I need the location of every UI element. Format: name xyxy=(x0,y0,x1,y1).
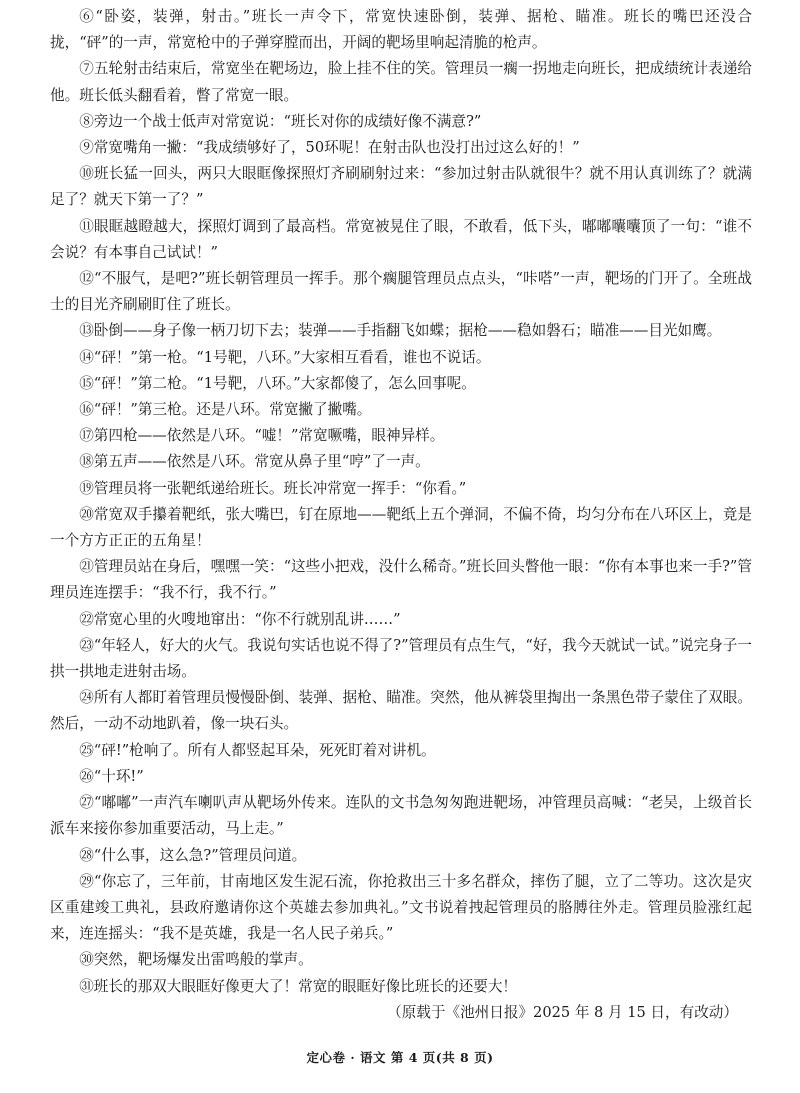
paragraph-29: ㉙“你忘了，三年前，甘南地区发生泥石流，你抢救出三十多名群众，摔伤了腿，立了二等功。这次是灾区重建竣工典礼，县政府邀请你这个英雄去参加典礼。”文书说着拽起管理员的胳膊往外走。管理员脸涨红起来，连连摇头：“我不是英雄，我是一名人民子弟兵。” xyxy=(50,872,752,943)
paragraph-14: ⑭“砰！”第一枪。“1号靶，八环。”大家相互看看，谁也不说话。 xyxy=(79,348,491,366)
paragraph-7: ⑦五轮射击结束后，常宽坐在靶场边，脸上挂不住的笑。管理员一瘸一拐地走向班长，把成绩统计表递给他。班长低头翻看着，瞥了常宽一眼。 xyxy=(50,60,752,104)
paragraph-28: ㉘“什么事，这么急?”管理员问道。 xyxy=(79,846,307,864)
paragraph-31: ㉛班长的那双大眼眶好像更大了！常宽的眼眶好像比班长的还要大！ xyxy=(79,977,518,995)
paragraph-16: ⑯“砰！”第三枪。还是八环。常宽撇了撇嘴。 xyxy=(79,401,372,419)
paragraph-10: ⑩班长猛一回头，两只大眼眶像探照灯齐刷刷射过来：“参加过射击队就很牛？就不用认真训练了？就满足了？就天下第一了？” xyxy=(50,165,752,209)
paragraph-21: ㉑管理员站在身后，嘿嘿一笑：“这些小把戏，没什么稀奇。”班长回头瞥他一眼：“你有本事也来一手?”管理员连连摆手：“我不行，我不行。” xyxy=(50,558,752,602)
source-note: （原载于《池州日报》2025 年 8 月 15 日，有改动） xyxy=(387,1003,738,1021)
paragraph-6: ⑥“卧姿，装弹，射击。”班长一声令下，常宽快速卧倒，装弹、据枪、瞄准。班长的嘴巴还没合拢，“砰”的一声，常宽枪中的子弹穿膛而出，开阔的靶场里响起清脆的枪声。 xyxy=(50,8,752,52)
paragraph-19: ⑲管理员将一张靶纸递给班长。班长冲常宽一挥手：“你看。” xyxy=(79,479,467,497)
paragraph-8: ⑧旁边一个战士低声对常宽说：“班长对你的成绩好像不满意?” xyxy=(79,112,482,130)
paragraph-27: ㉗“嘟嘟”一声汽车喇叭声从靶场外传来。连队的文书急匆匆跑进靶场，冲管理员高喊：“老吴，上级首长派车来接你参加重要活动，马上走。” xyxy=(50,794,752,838)
paragraph-26: ㉖“十环!” xyxy=(79,767,144,785)
paragraph-13: ⑬卧倒——身子像一柄刀切下去；装弹——手指翻飞如蝶；据枪——稳如磐石；瞄准——目光如鹰。 xyxy=(79,322,722,340)
paragraph-12: ⑫“不服气，是吧?”班长朝管理员一挥手。那个瘸腿管理员点点头，“咔嗒”一声，靶场的门开了。全班战士的目光齐刷刷盯住了班长。 xyxy=(50,270,752,314)
paragraph-17: ⑰第四枪——依然是八环。“嘘！”常宽噘嘴，眼神异样。 xyxy=(79,427,445,445)
paragraph-22: ㉒常宽心里的火嗖地窜出：“你不行就别乱讲……” xyxy=(79,610,401,628)
paragraph-30: ㉚突然，靶场爆发出雷鸣般的掌声。 xyxy=(79,951,313,969)
paragraph-18: ⑱第五声——依然是八环。常宽从鼻子里“哼”了一声。 xyxy=(79,453,430,471)
paragraph-24: ㉔所有人都盯着管理员慢慢卧倒、装弹、据枪、瞄准。突然，他从裤袋里掏出一条黑色带子蒙住了双眼。然后，一动不动地趴着，像一块石头。 xyxy=(50,689,752,733)
paragraph-20: ⑳常宽双手攥着靶纸，张大嘴巴，钉在原地——靶纸上五个弹洞，不偏不倚，均匀分布在八环区上，竟是一个方方正正的五角星！ xyxy=(50,505,752,550)
paragraph-15: ⑮“砰！”第二枪。“1号靶，八环。”大家都傻了，怎么回事呢。 xyxy=(79,374,476,392)
paragraph-11: ⑪眼眶越瞪越大，探照灯调到了最高档。常宽被晃住了眼，不敢看，低下头，嘟嘟囔囔顶了一句：“谁不会说？有本事自己试试！” xyxy=(50,217,752,261)
paragraph-25: ㉕“砰!”枪响了。所有人都竖起耳朵，死死盯着对讲机。 xyxy=(79,741,436,759)
paragraph-23: ㉓“年轻人，好大的火气。我说句实话也说不得了?”管理员有点生气，“好，我今天就试一试。”说完身子一拱一拱地走进射击场。 xyxy=(50,636,752,681)
article-body xyxy=(50,4,752,1026)
page-footer: 定心卷 · 语文 第 4 页(共 8 页) xyxy=(306,1050,494,1065)
paragraph-9: ⑨常宽嘴角一撇：“我成绩够好了，50环呢！在射击队也没打出过这么好的！” xyxy=(79,139,580,157)
